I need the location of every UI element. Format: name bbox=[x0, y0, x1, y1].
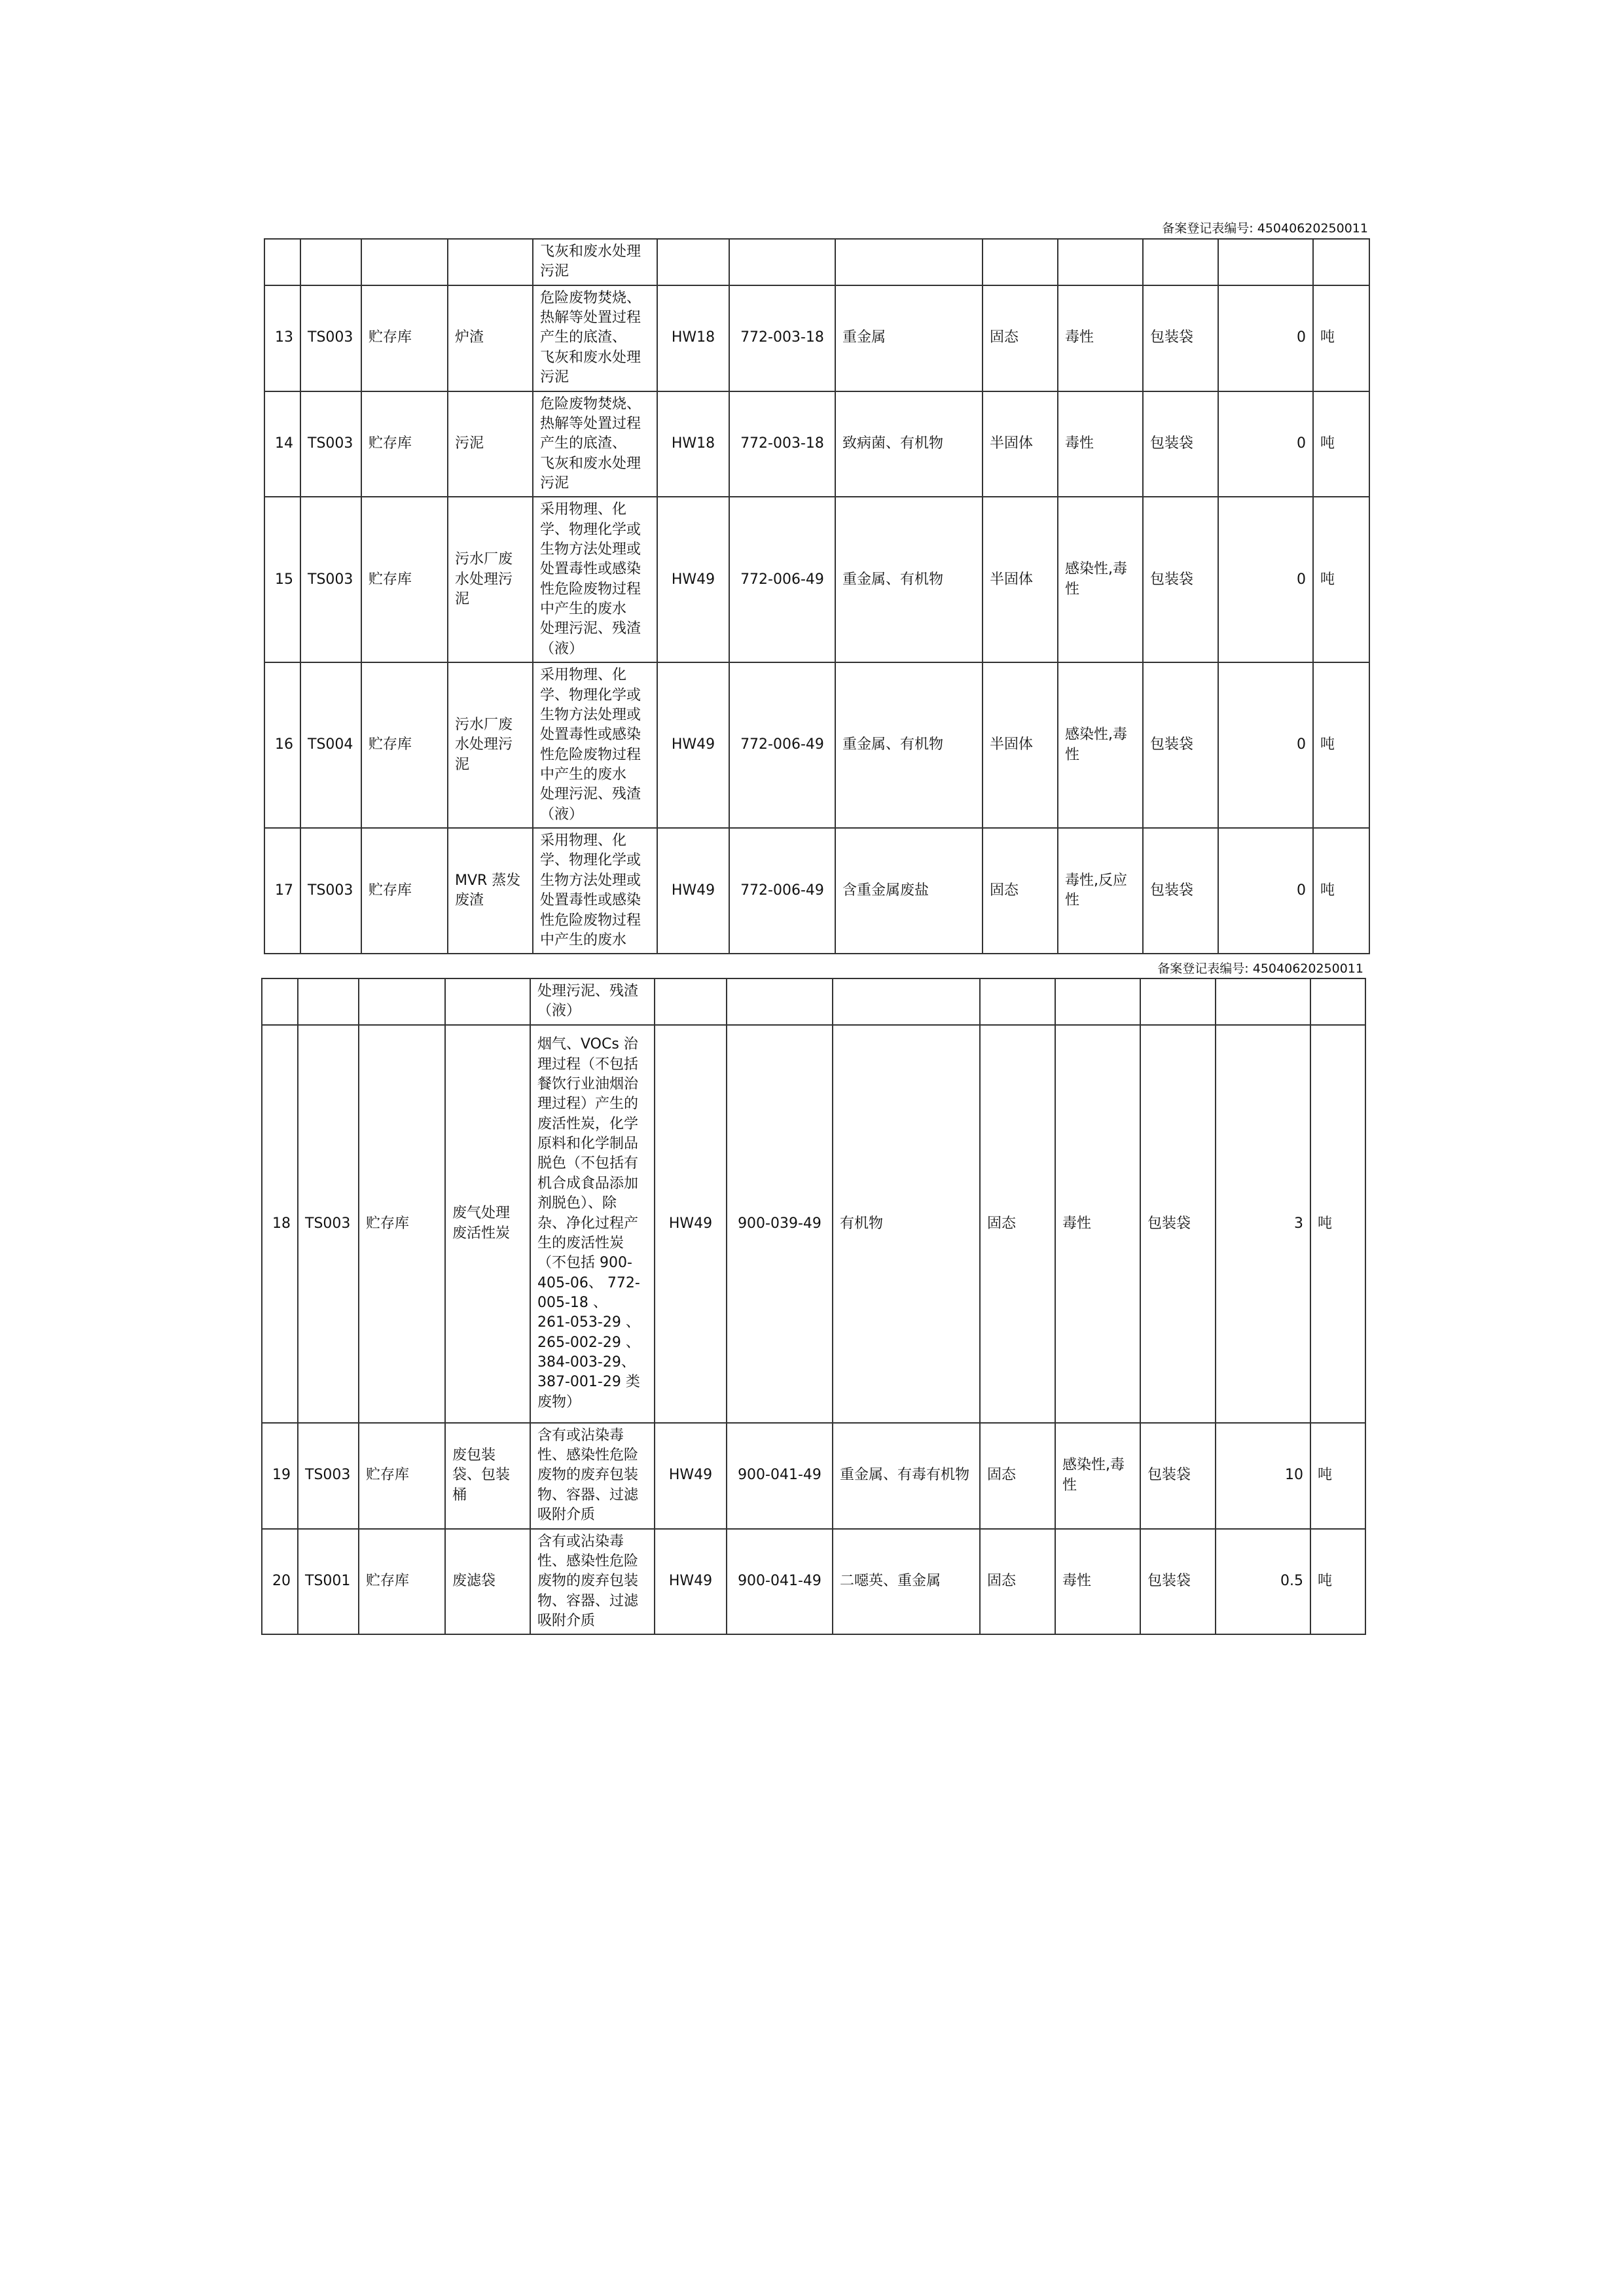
physical-form-cell: 半固体 bbox=[983, 497, 1058, 662]
description-line: 理过程（不包括 bbox=[537, 1056, 639, 1073]
facility-code-cell: TS003 bbox=[300, 497, 361, 662]
waste-code-cell: 772-006-49 bbox=[729, 828, 835, 954]
continuation-description-cell bbox=[530, 978, 655, 1025]
physical-form-cell: 固态 bbox=[980, 1025, 1055, 1423]
continuation-empty-cell bbox=[1216, 978, 1310, 1025]
table-row bbox=[264, 391, 1369, 497]
waste-code-cell: 900-041-49 bbox=[727, 1529, 833, 1635]
table-row bbox=[264, 285, 1369, 391]
description-line: 中产生的废水 bbox=[540, 766, 627, 783]
physical-form-cell: 固态 bbox=[980, 1529, 1055, 1635]
waste-description-cell bbox=[533, 497, 657, 662]
description-line: 学、物理化学或 bbox=[540, 687, 641, 704]
hazard-component-cell: 含重金属废盐 bbox=[835, 828, 983, 954]
description-line: 污泥 bbox=[540, 475, 569, 492]
registration-number: 45040620250011 bbox=[1252, 961, 1363, 976]
unit-cell: 吨 bbox=[1313, 662, 1369, 828]
hazard-property-cell: 毒性 bbox=[1055, 1025, 1140, 1423]
continuation-empty-cell bbox=[448, 239, 533, 285]
description-line: 261-053-29 、 bbox=[537, 1314, 640, 1331]
waste-table-page-2 bbox=[261, 978, 1366, 1635]
description-line: 物、容器、过滤 bbox=[537, 1592, 639, 1609]
continuation-empty-cell bbox=[835, 239, 983, 285]
waste-category-cell: HW18 bbox=[657, 391, 729, 497]
description-line: 含有或沾染毒 bbox=[537, 1533, 624, 1550]
facility-code-cell: TS003 bbox=[300, 391, 361, 497]
description-line: 理过程）产生的 bbox=[537, 1096, 639, 1113]
description-line: 热解等处置过程 bbox=[540, 415, 641, 432]
waste-description-cell bbox=[533, 828, 657, 954]
hazard-property-cell: 感染性,毒性 bbox=[1058, 497, 1143, 662]
row-number-cell: 14 bbox=[264, 391, 300, 497]
continuation-empty-cell bbox=[983, 239, 1058, 285]
hazard-component-cell: 致病菌、有机物 bbox=[835, 391, 983, 497]
waste-name-cell: 废滤袋 bbox=[445, 1529, 530, 1635]
registration-label: 备案登记表编号: bbox=[1157, 961, 1249, 976]
amount-cell: 3 bbox=[1216, 1025, 1310, 1423]
description-line: 处理污泥、残渣 bbox=[540, 786, 641, 803]
row-number-cell: 15 bbox=[264, 497, 300, 662]
row-number-cell: 18 bbox=[262, 1025, 298, 1423]
unit-cell: 吨 bbox=[1313, 497, 1369, 662]
waste-description-cell bbox=[533, 662, 657, 828]
description-line: 384-003-29、 bbox=[537, 1354, 636, 1371]
unit-cell: 吨 bbox=[1310, 1529, 1365, 1635]
description-line: 学、物理化学或 bbox=[540, 852, 641, 869]
hazard-component-cell: 重金属、有机物 bbox=[835, 662, 983, 828]
description-line: 中产生的废水 bbox=[540, 601, 627, 618]
continuation-empty-cell bbox=[300, 239, 361, 285]
description-line: 热解等处置过程 bbox=[540, 310, 641, 327]
waste-code-cell: 900-039-49 bbox=[727, 1025, 833, 1423]
facility-type-cell: 贮存库 bbox=[361, 828, 448, 954]
description-line: 处理污泥、残渣 bbox=[537, 983, 639, 999]
package-type-cell: 包装袋 bbox=[1140, 1529, 1216, 1635]
registration-number: 45040620250011 bbox=[1257, 221, 1368, 236]
amount-cell: 0 bbox=[1218, 497, 1313, 662]
row-number-cell: 17 bbox=[264, 828, 300, 954]
row-number-cell: 16 bbox=[264, 662, 300, 828]
continuation-empty-cell bbox=[729, 239, 835, 285]
table-row bbox=[264, 828, 1369, 954]
description-line: 餐饮行业油烟治 bbox=[537, 1076, 639, 1093]
continuation-empty-cell bbox=[361, 239, 448, 285]
waste-name-cell: 污泥 bbox=[448, 391, 533, 497]
registration-number-header-1 bbox=[1113, 219, 1368, 236]
description-line: 采用物理、化 bbox=[540, 833, 627, 850]
physical-form-cell: 固态 bbox=[980, 1423, 1055, 1529]
unit-cell: 吨 bbox=[1310, 1423, 1365, 1529]
waste-description-cell bbox=[533, 391, 657, 497]
table-row bbox=[264, 662, 1369, 828]
description-line: 废物） bbox=[537, 1393, 581, 1410]
facility-type-cell: 贮存库 bbox=[359, 1025, 445, 1423]
description-line: 含有或沾染毒 bbox=[537, 1427, 624, 1444]
continuation-empty-cell bbox=[1313, 239, 1369, 285]
facility-type-cell: 贮存库 bbox=[361, 662, 448, 828]
registration-label: 备案登记表编号: bbox=[1162, 221, 1254, 236]
description-line: （液） bbox=[540, 806, 584, 823]
facility-code-cell: TS003 bbox=[300, 285, 361, 391]
facility-type-cell: 贮存库 bbox=[359, 1423, 445, 1529]
description-line: 机合成食品添加 bbox=[537, 1175, 639, 1192]
continuation-empty-cell bbox=[657, 239, 729, 285]
description-line: 产生的底渣、 bbox=[540, 329, 627, 346]
description-line: 脱色（不包括有 bbox=[537, 1155, 639, 1172]
description-line: 飞灰和废水处理 bbox=[540, 455, 641, 472]
hazard-component-cell: 有机物 bbox=[833, 1025, 980, 1423]
description-line: 生的废活性炭 bbox=[537, 1234, 624, 1251]
description-line: 飞灰和废水处理 bbox=[540, 243, 641, 260]
waste-description-cell bbox=[530, 1025, 655, 1423]
continuation-empty-cell bbox=[359, 978, 445, 1025]
description-line: （液） bbox=[540, 640, 584, 657]
continuation-empty-cell bbox=[655, 978, 727, 1025]
package-type-cell: 包装袋 bbox=[1143, 497, 1218, 662]
continuation-row bbox=[262, 978, 1365, 1025]
description-line: 处置毒性或感染 bbox=[540, 561, 641, 578]
description-line: 生物方法处理或 bbox=[540, 541, 641, 558]
unit-cell: 吨 bbox=[1313, 828, 1369, 954]
description-line: 杂、净化过程产 bbox=[537, 1215, 639, 1232]
hazard-component-cell: 重金属 bbox=[835, 285, 983, 391]
hazard-property-cell: 感染性,毒性 bbox=[1058, 662, 1143, 828]
waste-category-cell: HW49 bbox=[655, 1529, 727, 1635]
hazard-component-cell: 重金属、有机物 bbox=[835, 497, 983, 662]
continuation-empty-cell bbox=[445, 978, 530, 1025]
description-line: （不包括 900- bbox=[537, 1255, 632, 1272]
facility-code-cell: TS003 bbox=[300, 828, 361, 954]
waste-description-cell bbox=[530, 1529, 655, 1635]
facility-code-cell: TS003 bbox=[298, 1025, 359, 1423]
continuation-empty-cell bbox=[1058, 239, 1143, 285]
amount-cell: 0 bbox=[1218, 285, 1313, 391]
amount-cell: 10 bbox=[1216, 1423, 1310, 1529]
description-line: 性危险废物过程 bbox=[540, 746, 641, 763]
waste-code-cell: 900-041-49 bbox=[727, 1423, 833, 1529]
waste-category-cell: HW49 bbox=[657, 828, 729, 954]
description-line: 废活性炭，化学 bbox=[537, 1115, 639, 1132]
facility-code-cell: TS001 bbox=[298, 1529, 359, 1635]
waste-code-cell: 772-003-18 bbox=[729, 391, 835, 497]
description-line: 005-18 、 bbox=[537, 1294, 607, 1311]
description-line: 处理污泥、残渣 bbox=[540, 620, 641, 637]
hazard-property-cell: 毒性 bbox=[1055, 1529, 1140, 1635]
row-number-cell: 20 bbox=[262, 1529, 298, 1635]
continuation-empty-cell bbox=[1055, 978, 1140, 1025]
facility-code-cell: TS003 bbox=[298, 1423, 359, 1529]
package-type-cell: 包装袋 bbox=[1143, 828, 1218, 954]
row-number-cell: 19 bbox=[262, 1423, 298, 1529]
waste-category-cell: HW49 bbox=[657, 497, 729, 662]
hazard-component-cell: 二噁英、重金属 bbox=[833, 1529, 980, 1635]
continuation-empty-cell bbox=[1140, 978, 1216, 1025]
description-line: 265-002-29 、 bbox=[537, 1334, 640, 1351]
facility-type-cell: 贮存库 bbox=[361, 285, 448, 391]
description-line: 剂脱色）、除 bbox=[537, 1195, 617, 1212]
table-row bbox=[264, 497, 1369, 662]
waste-table-page-1 bbox=[264, 238, 1370, 954]
waste-category-cell: HW18 bbox=[657, 285, 729, 391]
description-line: 生物方法处理或 bbox=[540, 872, 641, 889]
continuation-empty-cell bbox=[298, 978, 359, 1025]
waste-category-cell: HW49 bbox=[657, 662, 729, 828]
registration-number-header-2 bbox=[1108, 959, 1363, 977]
waste-code-cell: 772-006-49 bbox=[729, 497, 835, 662]
package-type-cell: 包装袋 bbox=[1143, 391, 1218, 497]
continuation-empty-cell bbox=[833, 978, 980, 1025]
physical-form-cell: 半固体 bbox=[983, 391, 1058, 497]
waste-name-cell: 废包装袋、包装桶 bbox=[445, 1423, 530, 1529]
description-line: （液） bbox=[537, 1003, 581, 1020]
unit-cell: 吨 bbox=[1313, 285, 1369, 391]
description-line: 危险废物焚烧、 bbox=[540, 289, 641, 306]
waste-description-cell bbox=[533, 285, 657, 391]
description-line: 性危险废物过程 bbox=[540, 912, 641, 929]
package-type-cell: 包装袋 bbox=[1140, 1025, 1216, 1423]
description-line: 处置毒性或感染 bbox=[540, 892, 641, 909]
description-line: 产生的底渣、 bbox=[540, 435, 627, 452]
continuation-empty-cell bbox=[980, 978, 1055, 1025]
facility-type-cell: 贮存库 bbox=[359, 1529, 445, 1635]
description-line: 采用物理、化 bbox=[540, 667, 627, 684]
description-line: 性、感染性危险 bbox=[537, 1552, 639, 1570]
continuation-empty-cell bbox=[1143, 239, 1218, 285]
waste-category-cell: HW49 bbox=[655, 1423, 727, 1529]
description-line: 中产生的废水 bbox=[540, 931, 627, 948]
hazard-component-cell: 重金属、有毒有机物 bbox=[833, 1423, 980, 1529]
continuation-empty-cell bbox=[262, 978, 298, 1025]
hazard-property-cell: 毒性 bbox=[1058, 391, 1143, 497]
facility-type-cell: 贮存库 bbox=[361, 497, 448, 662]
waste-category-cell: HW49 bbox=[655, 1025, 727, 1423]
description-line: 387-001-29 类 bbox=[537, 1374, 640, 1391]
waste-code-cell: 772-003-18 bbox=[729, 285, 835, 391]
description-line: 处置毒性或感染 bbox=[540, 726, 641, 744]
waste-name-cell: 污水厂废水处理污泥 bbox=[448, 497, 533, 662]
hazard-property-cell: 毒性 bbox=[1058, 285, 1143, 391]
description-line: 污泥 bbox=[540, 263, 569, 280]
description-line: 吸附介质 bbox=[537, 1507, 596, 1524]
unit-cell: 吨 bbox=[1310, 1025, 1365, 1423]
waste-name-cell: MVR 蒸发废渣 bbox=[448, 828, 533, 954]
description-line: 污泥 bbox=[540, 369, 569, 386]
waste-name-cell: 污水厂废水处理污泥 bbox=[448, 662, 533, 828]
unit-cell: 吨 bbox=[1313, 391, 1369, 497]
facility-type-cell: 贮存库 bbox=[361, 391, 448, 497]
hazard-property-cell: 感染性,毒性 bbox=[1055, 1423, 1140, 1529]
row-number-cell: 13 bbox=[264, 285, 300, 391]
physical-form-cell: 半固体 bbox=[983, 662, 1058, 828]
description-line: 学、物理化学或 bbox=[540, 521, 641, 538]
description-line: 采用物理、化 bbox=[540, 501, 627, 518]
description-line: 物、容器、过滤 bbox=[537, 1486, 639, 1503]
waste-code-cell: 772-006-49 bbox=[729, 662, 835, 828]
description-line: 原料和化学制品 bbox=[537, 1136, 639, 1153]
table-row bbox=[262, 1025, 1365, 1423]
package-type-cell: 包装袋 bbox=[1143, 662, 1218, 828]
continuation-empty-cell bbox=[1218, 239, 1313, 285]
continuation-empty-cell bbox=[1310, 978, 1365, 1025]
package-type-cell: 包装袋 bbox=[1143, 285, 1218, 391]
description-line: 危险废物焚烧、 bbox=[540, 395, 641, 412]
continuation-description-cell bbox=[533, 239, 657, 285]
hazard-property-cell: 毒性,反应性 bbox=[1058, 828, 1143, 954]
facility-code-cell: TS004 bbox=[300, 662, 361, 828]
description-line: 烟气、VOCs 治 bbox=[537, 1036, 638, 1053]
package-type-cell: 包装袋 bbox=[1140, 1423, 1216, 1529]
continuation-row bbox=[264, 239, 1369, 285]
physical-form-cell: 固态 bbox=[983, 828, 1058, 954]
description-line: 性危险废物过程 bbox=[540, 581, 641, 598]
description-line: 生物方法处理或 bbox=[540, 706, 641, 723]
waste-name-cell: 炉渣 bbox=[448, 285, 533, 391]
description-line: 废物的废弃包装 bbox=[537, 1573, 639, 1590]
description-line: 405-06、 772- bbox=[537, 1274, 640, 1291]
waste-name-cell: 废气处理废活性炭 bbox=[445, 1025, 530, 1423]
description-line: 飞灰和废水处理 bbox=[540, 349, 641, 366]
description-line: 性、感染性危险 bbox=[537, 1447, 639, 1464]
description-line: 废物的废弃包装 bbox=[537, 1467, 639, 1484]
table-row bbox=[262, 1529, 1365, 1635]
waste-description-cell bbox=[530, 1423, 655, 1529]
amount-cell: 0 bbox=[1218, 391, 1313, 497]
table-row bbox=[262, 1423, 1365, 1529]
continuation-empty-cell bbox=[264, 239, 300, 285]
amount-cell: 0 bbox=[1218, 828, 1313, 954]
amount-cell: 0 bbox=[1218, 662, 1313, 828]
description-line: 吸附介质 bbox=[537, 1612, 596, 1629]
physical-form-cell: 固态 bbox=[983, 285, 1058, 391]
amount-cell: 0.5 bbox=[1216, 1529, 1310, 1635]
continuation-empty-cell bbox=[727, 978, 833, 1025]
